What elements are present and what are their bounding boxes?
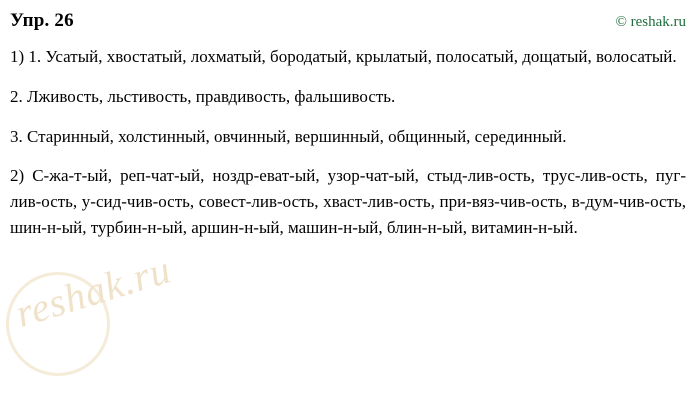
page-title: Упр. 26 xyxy=(10,10,74,31)
answer-paragraph-3: 3. Старинный, холстинный, овчинный, вершинный, общинный, серединный. xyxy=(10,126,567,146)
watermark-text: reshak.ru xyxy=(10,246,177,336)
page-header xyxy=(10,10,686,32)
answer-paragraph-4: 2) С-жа-т-ый, реп-чат-ый, ноздр-еват-ый, узор-чат-ый, стыд-лив-ость, трус-лив-ость, пуг-лив-ость, у-сид-чив-ость, совест-лив-ость, хваст-лив-ость, при-вяз-чив-ость, в-дум-чив-ость, шин-н-ый, турбин-н-ый, аршин-н-ый, машин-н-ый, блин-н-ый, витамин-н-ый. xyxy=(10,166,686,238)
watermark-circle xyxy=(6,272,110,376)
answer-paragraph-2: 2. Лживость, льстивость, правдивость, фальшивость. xyxy=(10,86,396,106)
answer-paragraph-1: 1) 1. Усатый, хвостатый, лохматый, бородатый, крылатый, полосатый, дощатый, волосатый. xyxy=(10,47,677,66)
watermark xyxy=(4,246,214,398)
site-credit: © reshak.ru xyxy=(615,14,686,30)
